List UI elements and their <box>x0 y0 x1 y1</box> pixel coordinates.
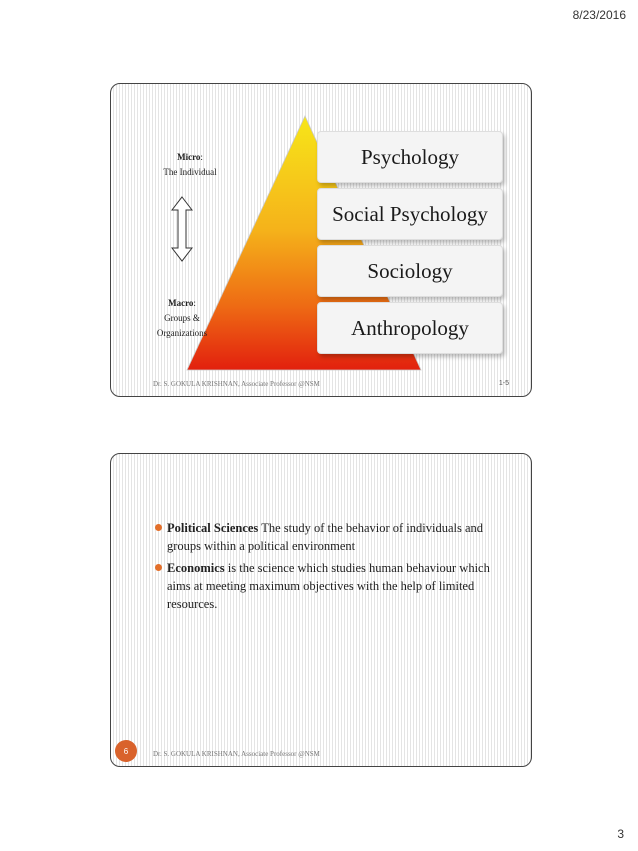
slide-number-badge: 6 <box>115 740 137 762</box>
page-number: 3 <box>617 827 624 841</box>
bullet-text: is the science which studies human behaviour which aims at meeting maximum objectives with the help of limited resources. <box>167 561 490 611</box>
bullet-economics <box>155 559 515 613</box>
bullet-list <box>155 519 515 617</box>
macro-colon: : <box>193 298 196 308</box>
double-arrow-icon <box>171 196 193 262</box>
bullet-text: The study of the behavior of individuals and groups within a political environment <box>167 521 484 553</box>
macro-label <box>149 296 215 341</box>
header-date: 8/23/2016 <box>572 8 626 22</box>
micro-colon: : <box>200 152 203 162</box>
micro-title: Micro <box>177 152 201 162</box>
anthropology-box: Anthropology <box>317 302 503 354</box>
macro-title: Macro <box>168 298 194 308</box>
psychology-box: Psychology <box>317 131 503 183</box>
bullet-dot-icon <box>155 524 162 531</box>
bullet-dot-icon <box>155 564 162 571</box>
slide1-footer: Dr. S. GOKULA KRISHNAN, Associate Professor @NSM <box>153 380 320 388</box>
slide1-number: 1-5 <box>498 380 509 387</box>
micro-subtitle: The Individual <box>163 167 217 177</box>
macro-subtitle-2: Organizations <box>156 328 208 338</box>
bullet-political-sciences <box>155 519 515 555</box>
bullet-term: Economics <box>167 561 225 575</box>
macro-subtitle-1: Groups & <box>164 313 200 323</box>
social-psychology-box: Social Psychology <box>317 188 503 240</box>
slide2-footer: Dr. S. GOKULA KRISHNAN, Associate Professor @NSM <box>153 750 320 758</box>
micro-label <box>159 150 221 180</box>
slide-thumbnail-1 <box>110 83 532 397</box>
sociology-box: Sociology <box>317 245 503 297</box>
slide-thumbnail-2 <box>110 453 532 767</box>
bullet-term: Political Sciences <box>167 521 259 535</box>
